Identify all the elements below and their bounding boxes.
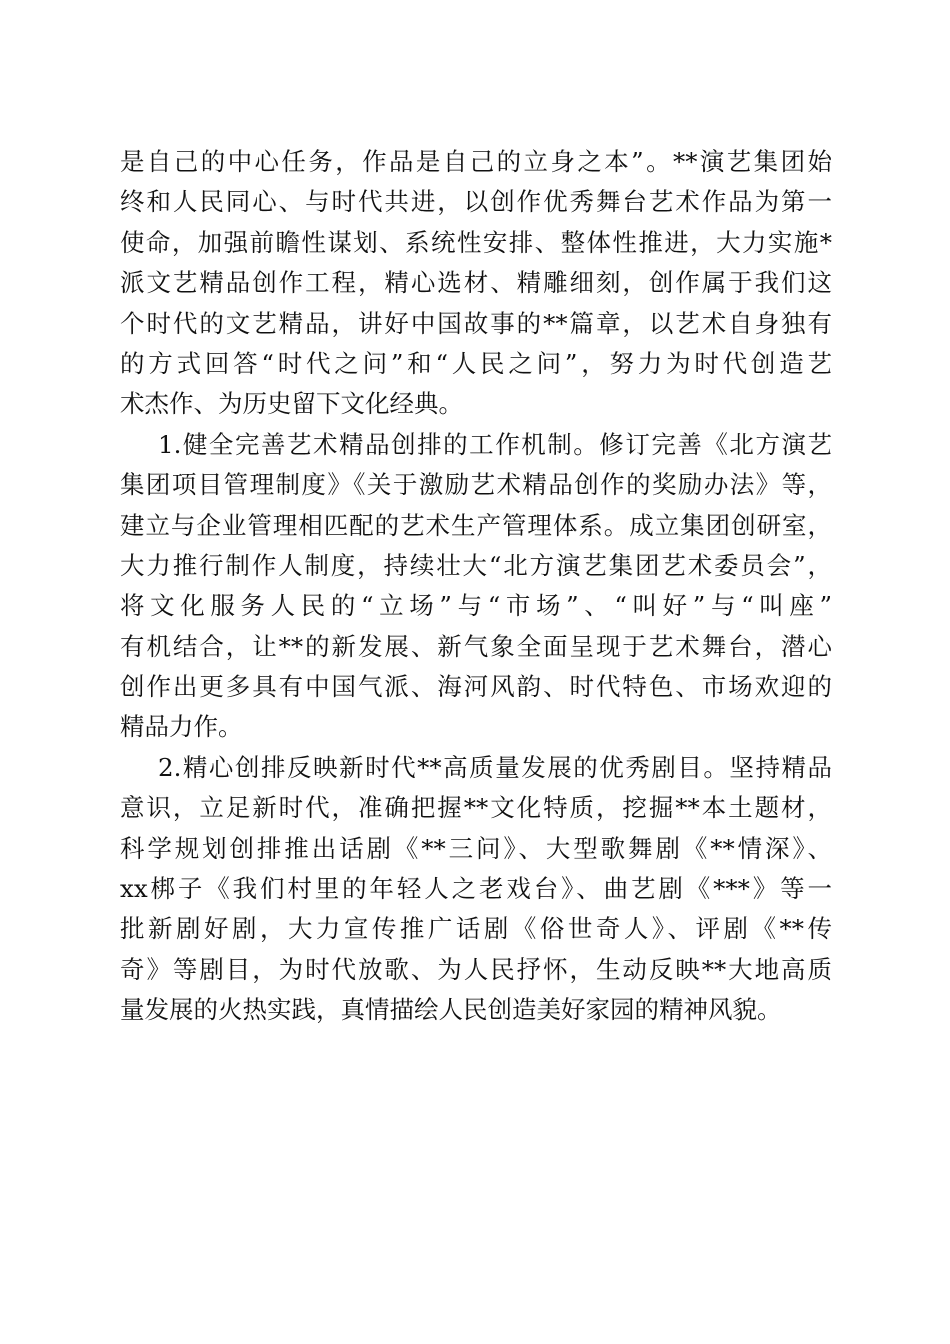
- paragraph-2: [120, 425, 832, 748]
- text-line: 创作出更多具有中国气派、海河风韵、时代特色、市场欢迎的: [120, 672, 832, 702]
- text-line: 的方式回答“时代之问”和“人民之问”，努力为时代创造艺: [120, 348, 832, 378]
- text-line: 术杰作、为历史留下文化经典。: [120, 389, 463, 419]
- text-line: 量发展的火热实践，真情描绘人民创造美好家园的精神风貌。: [120, 995, 782, 1025]
- text-line: 建立与企业管理相匹配的艺术生产管理体系。成立集团创研室，: [120, 510, 832, 540]
- text-line: 精品力作。: [120, 712, 243, 742]
- text-line: xx梆子《我们村里的年轻人之老戏台》、曲艺剧《***》等一: [120, 874, 832, 904]
- text-line: 1.健全完善艺术精品创排的工作机制。修订完善《北方演艺: [158, 429, 832, 459]
- text-line: 科学规划创排推出话剧《**三问》、大型歌舞剧《**情深》、: [120, 833, 832, 863]
- text-line: 奇》等剧目，为时代放歌、为人民抒怀，生动反映**大地高质: [120, 954, 832, 984]
- paragraph-1: [120, 142, 832, 425]
- text-line: 批新剧好剧，大力宣传推广话剧《俗世奇人》、评剧《**传: [120, 914, 832, 944]
- text-line: 是自己的中心任务，作品是自己的立身之本”。**演艺集团始: [120, 147, 832, 176]
- body-text: [120, 142, 832, 1031]
- paragraph-3: [120, 748, 832, 1031]
- text-line: 大力推行制作人制度，持续壮大“北方演艺集团艺术委员会”，: [120, 550, 832, 580]
- text-line: 个时代的文艺精品，讲好中国故事的**篇章，以艺术自身独有: [120, 308, 832, 338]
- text-line: 使命，加强前瞻性谋划、系统性安排、整体性推进，大力实施*: [120, 227, 832, 257]
- text-line: 终和人民同心、与时代共进，以创作优秀舞台艺术作品为第一: [120, 187, 832, 217]
- text-line: 将文化服务人民的“立场”与“市场”、“叫好”与“叫座”: [120, 591, 832, 621]
- text-line: 意识，立足新时代，准确把握**文化特质，挖掘**本土题材，: [120, 793, 832, 823]
- text-line: 集团项目管理制度》《关于激励艺术精品创作的奖励办法》等，: [120, 470, 832, 500]
- text-line: 有机结合，让**的新发展、新气象全面呈现于艺术舞台，潜心: [120, 631, 832, 661]
- text-line: 2.精心创排反映新时代**高质量发展的优秀剧目。坚持精品: [158, 752, 832, 782]
- text-line: 派文艺精品创作工程，精心选材、精雕细刻，创作属于我们这: [120, 268, 832, 298]
